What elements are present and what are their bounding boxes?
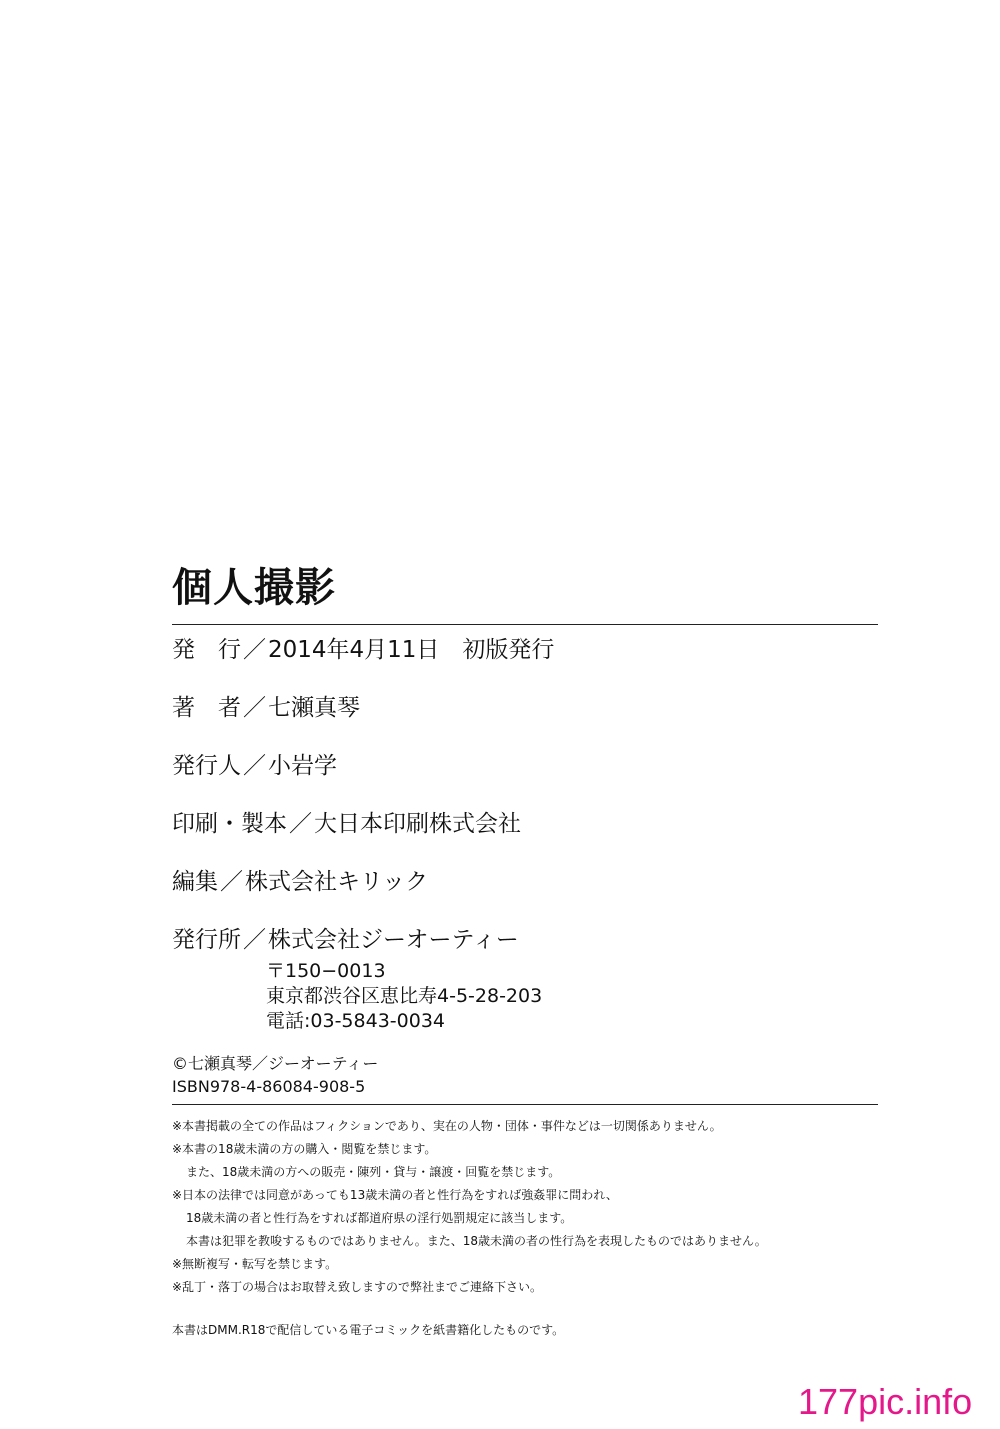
entry-value: 大日本印刷株式会社 <box>314 811 521 837</box>
entry-separator: ／ <box>243 753 266 779</box>
entry-value: 株式会社ジーオーティー <box>268 927 519 953</box>
entry-label: 編集 <box>172 869 218 895</box>
entry-separator: ／ <box>243 927 266 953</box>
phone-number: 電話:03-5843-0034 <box>266 1010 445 1032</box>
entry-separator: ／ <box>220 869 243 895</box>
entry-printing <box>172 809 878 839</box>
note-line: ※乱丁・落丁の場合はお取替え致しますので弊社までご連絡下さい。 <box>172 1280 543 1294</box>
note-line: ※本書掲載の全ての作品はフィクションであり、実在の人物・団体・事件などは一切関係ありません。 <box>172 1119 722 1133</box>
footer-note: 本書はDMM.R18で配信している電子コミックを紙書籍化したものです。 <box>172 1323 565 1337</box>
entry-separator: ／ <box>289 811 312 837</box>
book-title: 個人撮影 <box>172 565 336 611</box>
note-line: ※日本の法律では同意があっても13歳未満の者と性行為をすれば強姦罪に問われ、 <box>172 1188 618 1202</box>
isbn: ISBN978-4-86084-908-5 <box>172 1077 366 1096</box>
copyright-block <box>172 1052 878 1098</box>
entry-value: 2014年4月11日 初版発行 <box>268 637 555 663</box>
entry-value: 株式会社キリック <box>245 869 429 895</box>
entry-publisher-person <box>172 751 878 781</box>
entry-value: 七瀬真琴 <box>268 695 360 721</box>
colophon <box>172 560 878 1342</box>
note-line: 本書は犯罪を教唆するものではありません。また、18歳未満の者の性行為を表現したものではありません。 <box>186 1234 767 1248</box>
colophon-entries <box>172 635 878 955</box>
entry-label: 発 行 <box>172 637 241 663</box>
entry-publication-date <box>172 635 878 665</box>
copyright-line: ©七瀬真琴／ジーオーティー <box>172 1054 379 1073</box>
entry-label: 発行人 <box>172 753 241 779</box>
note-line: ※本書の18歳未満の方の購入・閲覧を禁じます。 <box>172 1142 437 1156</box>
entry-editing <box>172 867 878 897</box>
publisher-address <box>172 959 878 1034</box>
entry-separator: ／ <box>243 637 266 663</box>
street-address: 東京都渋谷区恵比寿4-5-28-203 <box>266 985 543 1007</box>
watermark: 177pic.info <box>798 1381 973 1422</box>
note-line: ※無断複写・転写を禁じます。 <box>172 1257 338 1271</box>
entry-publisher <box>172 925 878 955</box>
entry-separator: ／ <box>243 695 266 721</box>
postal-code: 〒150−0013 <box>266 960 386 982</box>
bottom-divider <box>172 1104 878 1105</box>
entry-label: 発行所 <box>172 927 241 953</box>
note-line: 18歳未満の者と性行為をすれば都道府県の淫行処罰規定に該当します。 <box>186 1211 573 1225</box>
top-divider <box>172 624 878 625</box>
entry-author <box>172 693 878 723</box>
entry-label: 著 者 <box>172 695 241 721</box>
entry-label: 印刷・製本 <box>172 811 287 837</box>
legal-notes <box>172 1115 878 1299</box>
entry-value: 小岩学 <box>268 753 337 779</box>
note-line: また、18歳未満の方への販売・陳列・貸与・譲渡・回覧を禁じます。 <box>186 1165 561 1179</box>
